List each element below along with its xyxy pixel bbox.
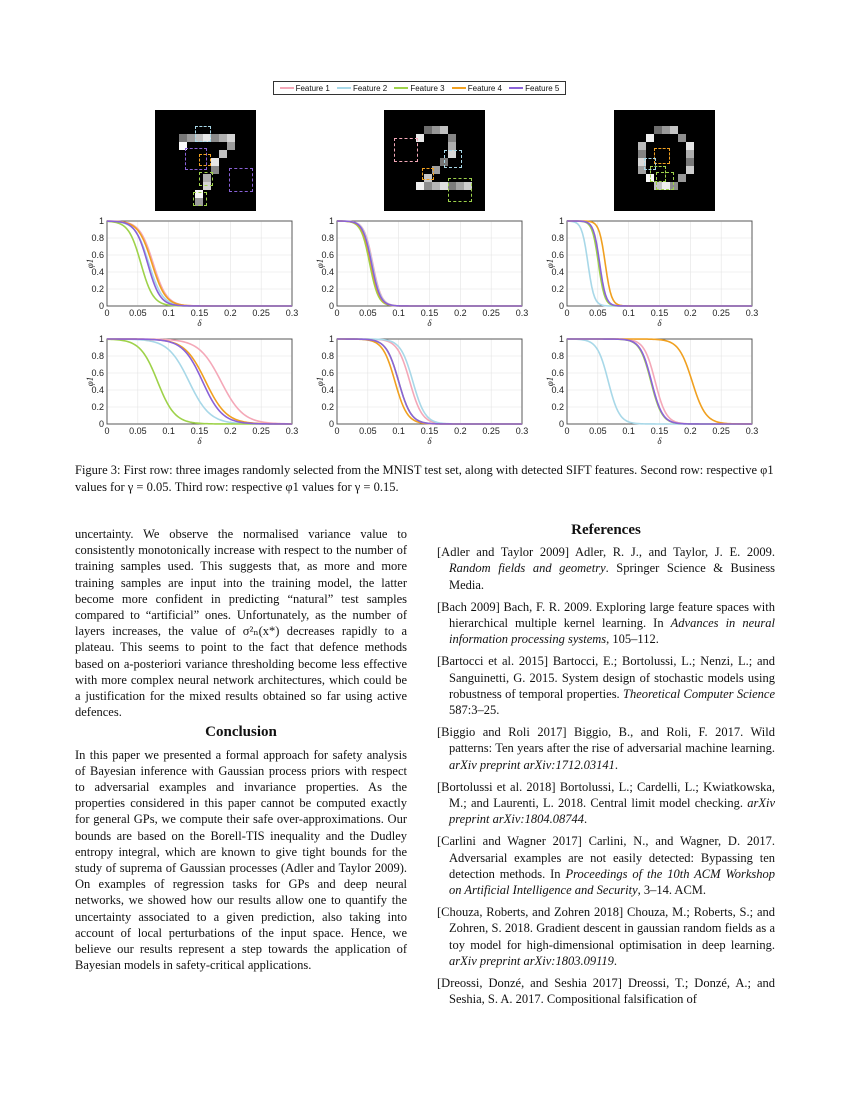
y-tick-label: 0.8 xyxy=(551,233,564,243)
digit-pixel xyxy=(686,150,694,158)
y-tick-label: 0.4 xyxy=(321,267,334,277)
y-tick-label: 1 xyxy=(558,216,564,226)
reference-text: , 3–14. ACM. xyxy=(637,883,707,898)
x-tick-label: 0.2 xyxy=(454,426,467,436)
reference-item xyxy=(437,975,775,1007)
y-tick-label: 0.6 xyxy=(321,250,334,260)
y-tick-label: 0.4 xyxy=(321,385,334,395)
digit-pixel xyxy=(211,158,219,166)
sift-feature-marker xyxy=(394,138,418,162)
x-axis-label: δ xyxy=(197,436,202,446)
x-tick-label: 0.15 xyxy=(650,308,669,318)
reference-list xyxy=(437,544,775,1007)
x-tick-label: 0.05 xyxy=(359,426,377,436)
digit-pixel xyxy=(638,142,646,150)
reference-key: [Bortolussi et al. 2018] xyxy=(437,779,556,794)
x-tick-label: 0.3 xyxy=(285,426,299,436)
x-tick-label: 0.05 xyxy=(129,308,147,318)
sift-feature-marker xyxy=(654,148,670,164)
legend-swatch xyxy=(280,87,294,89)
digit-pixel xyxy=(678,134,686,142)
reference-title: arXiv preprint arXiv:1804.08744 xyxy=(449,796,775,827)
y-tick-label: 0 xyxy=(558,301,564,311)
reference-text: Dreossi, T.; Donzé, A.; and Seshia, S. A. 2017. Compositional falsification of xyxy=(449,976,775,1007)
x-tick-label: 0.05 xyxy=(129,426,147,436)
x-tick-label: 0.2 xyxy=(224,308,237,318)
sift-feature-marker xyxy=(448,178,472,202)
y-tick-label: 0.4 xyxy=(91,267,104,277)
legend-entry xyxy=(394,84,444,93)
section-title-conclusion: Conclusion xyxy=(205,724,277,741)
digit-pixel xyxy=(448,142,456,150)
legend-swatch xyxy=(394,87,408,89)
x-tick-label: 0.2 xyxy=(224,426,237,436)
y-tick-label: 0.2 xyxy=(321,402,334,412)
mnist-digit-image-2 xyxy=(384,110,485,211)
digit-pixel xyxy=(670,126,678,134)
x-tick-label: 0 xyxy=(104,308,110,318)
x-tick-label: 0 xyxy=(334,308,340,318)
reference-text: Bach, F. R. 2009. Exploring large feature spaces with hierarchical multiple kernel learning. In xyxy=(449,599,775,631)
x-tick-label: 0 xyxy=(334,426,340,436)
y-tick-label: 0.2 xyxy=(91,402,104,412)
phi1-plot-row1-col1 xyxy=(85,215,299,330)
x-tick-label: 0 xyxy=(564,308,570,318)
y-tick-label: 0.6 xyxy=(321,368,334,378)
x-tick-label: 0.15 xyxy=(190,308,209,318)
y-tick-label: 0 xyxy=(98,301,104,311)
x-axis-label: δ xyxy=(197,318,202,328)
phi1-plot-row2-col2 xyxy=(315,333,529,448)
digit-pixel xyxy=(416,182,424,190)
y-tick-label: 0 xyxy=(98,419,104,429)
x-axis-label: δ xyxy=(427,436,432,446)
legend-entry xyxy=(509,84,559,93)
reference-key: [Chouza, Roberts, and Zohren 2018] xyxy=(437,905,624,920)
reference-item xyxy=(437,779,775,828)
x-tick-label: 0.3 xyxy=(515,308,529,318)
reference-item xyxy=(437,904,775,969)
x-tick-label: 0.25 xyxy=(712,308,730,318)
digit-pixel xyxy=(187,134,195,142)
sift-feature-marker xyxy=(444,150,462,168)
digit-pixel xyxy=(432,126,440,134)
y-tick-label: 0.2 xyxy=(551,402,564,412)
x-tick-label: 0 xyxy=(104,426,110,436)
y-tick-label: 0.8 xyxy=(321,233,334,243)
x-tick-label: 0.2 xyxy=(684,308,697,318)
x-tick-label: 0.25 xyxy=(712,426,730,436)
reference-text: 587:3–25. xyxy=(449,703,500,718)
sift-feature-marker xyxy=(656,172,674,190)
digit-pixel xyxy=(227,134,235,142)
digit-pixel xyxy=(227,142,235,150)
reference-item xyxy=(437,544,775,593)
y-axis-label: φ1 xyxy=(315,258,325,269)
x-tick-label: 0.05 xyxy=(589,308,607,318)
x-tick-label: 0.2 xyxy=(454,308,467,318)
body-paragraph: In this paper we presented a formal approach for safety analysis of Bayesian inference with Gaussian process priors with respect to adversarial examples and invariance properties. As the properties considered in this paper cannot be computed exactly for general GPs, we compute their safe over-approximations. Our bounds are based on the Borell-TIS inequality and the Dudley entropy integral, which are known to give tight bounds for the study of suprema of Gaussian processes (Adler and Taylor 2009). On examples of regression tasks for GPs and deep neural networks, we showed how our results allow one to quantify the uncertainty associated to a given prediction, also taking into account of local perturbations of the input space. Hence, we believe our results represent a step towards the application of Bayesian models in safety-critical applications. xyxy=(75,747,407,973)
x-tick-label: 0.15 xyxy=(420,308,439,318)
phi1-plot-svg xyxy=(315,215,529,328)
legend-label: Feature 4 xyxy=(467,83,502,93)
y-tick-label: 0.6 xyxy=(551,250,564,260)
figure-legend xyxy=(273,81,566,95)
x-axis-label: δ xyxy=(427,318,432,328)
x-tick-label: 0.3 xyxy=(285,308,299,318)
y-tick-label: 0 xyxy=(328,301,334,311)
y-tick-label: 1 xyxy=(328,334,334,344)
digit-pixel xyxy=(424,182,432,190)
digit-pixel xyxy=(424,126,432,134)
reference-text: Chouza, M.; Roberts, S.; and Zohren, S. 2018. Gradient descent in gaussian random fields as a toy model for high-dimensional optimisation in deep learning. xyxy=(449,905,775,952)
y-axis-label: φ1 xyxy=(315,376,325,387)
legend-swatch xyxy=(452,87,466,89)
y-tick-label: 1 xyxy=(558,334,564,344)
digit-pixel xyxy=(219,150,227,158)
digit-pixel xyxy=(440,126,448,134)
y-tick-label: 0.2 xyxy=(91,284,104,294)
phi1-plot-row2-col1 xyxy=(85,333,299,448)
y-axis-label: φ1 xyxy=(85,258,95,269)
legend-label: Feature 5 xyxy=(525,83,560,93)
legend-label: Feature 3 xyxy=(410,83,445,93)
sift-feature-marker xyxy=(644,158,656,170)
reference-title: Theoretical Computer Science xyxy=(623,686,775,701)
x-tick-label: 0.1 xyxy=(392,308,405,318)
reference-text: . Springer Science & Business Media. xyxy=(449,561,775,592)
y-axis-label: φ1 xyxy=(85,376,95,387)
mnist-digit-image-0 xyxy=(614,110,715,211)
references-column xyxy=(437,522,775,1013)
y-tick-label: 0.6 xyxy=(91,368,104,378)
section-title-references: References xyxy=(571,522,641,538)
x-tick-label: 0.15 xyxy=(190,426,209,436)
sift-feature-marker xyxy=(422,168,434,180)
digit-pixel xyxy=(432,182,440,190)
reference-text: Bartocci, E.; Bortolussi, L.; Nenzi, L.; and Sanguinetti, G. 2015. System design of stochastic models using robustness of temporal properties. xyxy=(449,654,775,701)
y-axis-label: φ1 xyxy=(545,258,555,269)
reference-text: Adler, R. J., and Taylor, J. E. 2009. xyxy=(569,545,775,560)
digit-pixel xyxy=(686,142,694,150)
x-tick-label: 0.1 xyxy=(162,426,175,436)
reference-key: [Dreossi, Donzé, and Seshia 2017] xyxy=(437,976,622,991)
x-tick-label: 0.05 xyxy=(359,308,377,318)
x-tick-label: 0.3 xyxy=(515,426,529,436)
reference-key: [Carlini and Wagner 2017] xyxy=(437,834,582,849)
x-tick-label: 0.15 xyxy=(420,426,439,436)
figure-caption: Figure 3: First row: three images randomly selected from the MNIST test set, along with detected SIFT features. Second row: respective φ1 values for γ = 0.05. Third row: respective φ1 values for γ = 0.15. xyxy=(75,463,774,494)
x-tick-label: 0 xyxy=(564,426,570,436)
reference-key: [Biggio and Roli 2017] xyxy=(437,725,567,740)
reference-item xyxy=(437,653,775,718)
sift-feature-marker xyxy=(193,192,207,206)
y-tick-label: 0.6 xyxy=(551,368,564,378)
reference-title: arXiv preprint arXiv:1712.03141 xyxy=(449,757,615,772)
x-tick-label: 0.1 xyxy=(622,426,635,436)
y-tick-label: 0.8 xyxy=(551,351,564,361)
reference-text: Carlini, N., and Wagner, D. 2017. Adversarial examples are not easily detected: Bypassing ten detection methods. In xyxy=(449,834,775,881)
y-tick-label: 1 xyxy=(98,334,104,344)
reference-text: . xyxy=(583,812,588,827)
reference-key: [Bartocci et al. 2015] xyxy=(437,654,549,669)
sift-feature-marker xyxy=(199,172,213,186)
legend-swatch xyxy=(337,87,351,89)
digit-pixel xyxy=(686,158,694,166)
y-tick-label: 1 xyxy=(98,216,104,226)
y-tick-label: 0.4 xyxy=(91,385,104,395)
phi1-plot-svg xyxy=(315,333,529,446)
x-tick-label: 0.25 xyxy=(482,426,500,436)
y-axis-label: φ1 xyxy=(545,376,555,387)
reference-title: Random fields and geometry xyxy=(449,561,606,576)
y-tick-label: 1 xyxy=(328,216,334,226)
reference-title: Advances in neural information processing systems xyxy=(449,616,775,647)
x-tick-label: 0.25 xyxy=(252,308,270,318)
sift-feature-marker xyxy=(229,168,253,192)
sift-feature-marker xyxy=(199,154,211,166)
legend-swatch xyxy=(509,87,523,89)
digit-pixel xyxy=(448,134,456,142)
phi1-plot-svg xyxy=(85,333,299,446)
phi1-plot-svg xyxy=(85,215,299,328)
x-tick-label: 0.15 xyxy=(650,426,669,436)
reference-text: . xyxy=(613,953,618,968)
y-tick-label: 0.4 xyxy=(551,267,564,277)
reference-key: [Adler and Taylor 2009] xyxy=(437,545,570,560)
phi1-plot-svg xyxy=(545,215,759,328)
y-tick-label: 0 xyxy=(328,419,334,429)
x-axis-label: δ xyxy=(657,436,662,446)
phi1-plot-row1-col3 xyxy=(545,215,759,330)
digit-pixel xyxy=(686,166,694,174)
digit-pixel xyxy=(440,182,448,190)
legend-entry xyxy=(280,84,330,93)
digit-pixel xyxy=(654,126,662,134)
x-tick-label: 0.2 xyxy=(684,426,697,436)
y-tick-label: 0.6 xyxy=(91,250,104,260)
reference-text: . xyxy=(614,757,618,772)
reference-text: Bortolussi, L.; Cardelli, L.; Kwiatkowska, M.; and Laurenti, L. 2018. Central limit model checking. xyxy=(449,779,775,811)
reference-item xyxy=(437,724,775,773)
digit-pixel xyxy=(211,134,219,142)
reference-text: , 105–112. xyxy=(606,632,659,647)
mnist-digit-image-7 xyxy=(155,110,256,211)
digit-pixel xyxy=(179,134,187,142)
digit-pixel xyxy=(662,126,670,134)
legend-entry xyxy=(452,84,502,93)
digit-pixel xyxy=(219,134,227,142)
digit-pixel xyxy=(646,134,654,142)
y-tick-label: 0.2 xyxy=(321,284,334,294)
legend-label: Feature 2 xyxy=(352,83,388,93)
reference-title: arXiv preprint arXiv:1803.09119 xyxy=(449,953,614,968)
x-tick-label: 0.1 xyxy=(392,426,405,436)
x-tick-label: 0.3 xyxy=(745,426,759,436)
x-tick-label: 0.1 xyxy=(162,308,175,318)
digit-pixel xyxy=(678,174,686,182)
x-tick-label: 0.25 xyxy=(482,308,500,318)
reference-item xyxy=(437,833,775,898)
reference-text: Biggio, B., and Roli, F. 2017. Wild patterns: Ten years after the rise of adversarial machine learning. xyxy=(449,725,775,756)
phi1-plot-row1-col2 xyxy=(315,215,529,330)
x-tick-label: 0.3 xyxy=(745,308,759,318)
y-tick-label: 0.8 xyxy=(321,351,334,361)
phi1-plot-row2-col3 xyxy=(545,333,759,448)
body-paragraph: uncertainty. We observe the normalised variance value to consistently monotonically increase with respect to the number of training samples used. This suggests that, as more and more training samples are input into the training model, the latter become more confident in predicting “natural” test samples compared to “artificial” ones. Unfortunately, as the number of layers increases, the value of σ²ₙ(x*) decreases rapidly to a plateau. This seems to point to the fact that defence methods based on a-posteriori variance thresholding become less effective with more complex neural network architectures, which could be a justification for the mixed results obtained so far using active defences. xyxy=(75,527,407,720)
digit-pixel xyxy=(638,150,646,158)
reference-title: Proceedings of the 10th ACM Workshop on Artificial Intelligence and Security xyxy=(449,866,775,898)
phi1-plot-svg xyxy=(545,333,759,446)
left-column xyxy=(75,526,407,973)
reference-item xyxy=(437,599,775,648)
x-tick-label: 0.25 xyxy=(252,426,270,436)
x-axis-label: δ xyxy=(657,318,662,328)
y-tick-label: 0 xyxy=(558,419,564,429)
y-tick-label: 0.2 xyxy=(551,284,564,294)
x-tick-label: 0.05 xyxy=(589,426,607,436)
y-tick-label: 0.8 xyxy=(91,233,104,243)
legend-label: Feature 1 xyxy=(295,83,330,93)
reference-key: [Bach 2009] xyxy=(437,599,500,614)
y-tick-label: 0.8 xyxy=(91,351,104,361)
sift-feature-marker xyxy=(195,126,211,142)
y-tick-label: 0.4 xyxy=(551,385,564,395)
legend-entry xyxy=(337,84,387,93)
x-tick-label: 0.1 xyxy=(622,308,635,318)
